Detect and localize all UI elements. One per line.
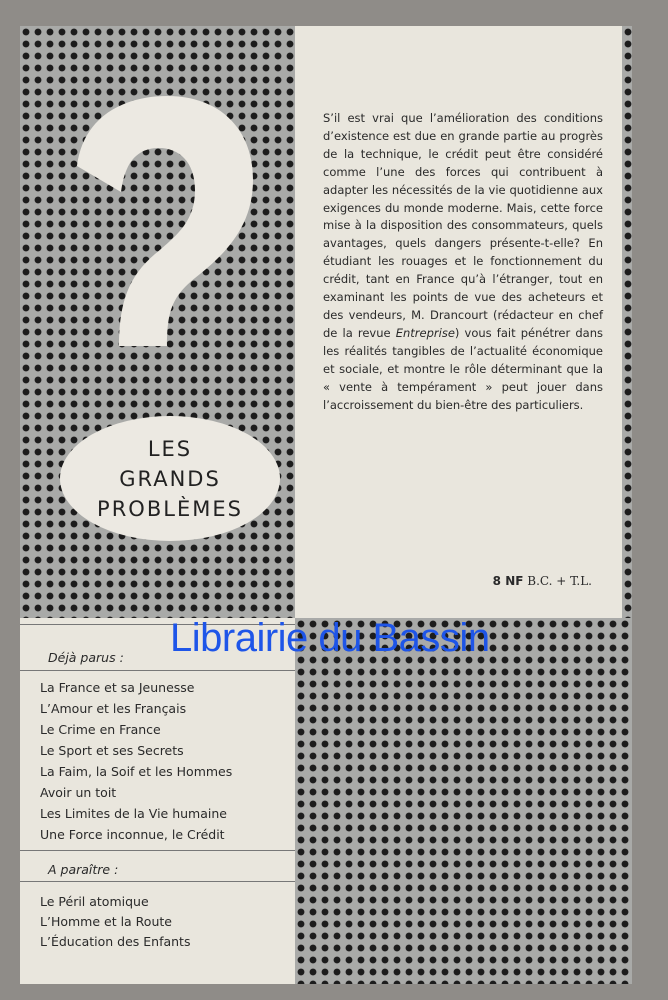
book-description: [323, 110, 603, 414]
divider: [20, 670, 295, 671]
list-item: Une Force inconnue, le Crédit: [40, 827, 225, 842]
list-item: Le Péril atomique: [40, 894, 149, 909]
list-item: Les Limites de la Vie humaine: [40, 806, 227, 821]
series-title-line-3: PROBLÈMES: [97, 496, 243, 521]
list-item: Le Crime en France: [40, 722, 161, 737]
series-list-panel: [20, 618, 295, 984]
series-title-line-1: LES: [147, 436, 193, 461]
list-item: Le Sport et ses Secrets: [40, 743, 184, 758]
book-back-cover: [20, 26, 632, 984]
seller-watermark: Librairie du Bassin: [170, 616, 490, 660]
upcoming-heading: A paraître :: [48, 862, 119, 877]
list-item: Avoir un toit: [40, 785, 117, 800]
list-item: La France et sa Jeunesse: [40, 680, 195, 695]
price-amount: 8 NF: [492, 574, 524, 588]
halftone-dot-pattern-lower: [295, 618, 632, 984]
list-item: La Faim, la Soif et les Hommes: [40, 764, 233, 779]
blurb-part-1: S’il est vrai que l’amélioration des conditions d’existence est due en grande partie au progrès de la technique, le crédit peut être considéré comme l’une des forces qui contribuent à adapter les nécessités de la vie quotidienne aux exigences du monde moderne. Mais, cette force mise à la disposition des consommateurs, quels avantages, quels dangers présente-t-elle? En étudiant les rouages et le fonctionnement du crédit, tant en France qu’à l’étranger, tout en examinant les points de vue des acheteurs et des vendeurs, M. Drancourt (rédacteur en chef de la revue: [323, 111, 603, 340]
list-item: L’Éducation des Enfants: [40, 934, 191, 949]
blurb-part-2: ) vous fait pénétrer dans les réalités tangibles de l’actualité économique et sociale, et montre le rôle déterminant que la « vente à tempérament » peut jouer dans l’accroissement du bien-être des particuliers.: [323, 325, 603, 412]
divider: [20, 881, 295, 882]
price-tax: B.C. + T.L.: [523, 574, 592, 588]
already-published-heading: Déjà parus :: [48, 650, 124, 665]
price-label: [493, 574, 592, 588]
blurb-panel: [298, 26, 622, 618]
divider: [20, 850, 295, 851]
journal-name: Entreprise: [395, 325, 455, 340]
halftone-dot-strip: [622, 26, 632, 618]
question-mark-logo: [55, 96, 265, 426]
series-title-oval: [60, 416, 280, 541]
list-item: L’Homme et la Route: [40, 914, 172, 929]
list-item: L’Amour et les Français: [40, 701, 187, 716]
series-title-line-2: GRANDS: [119, 466, 221, 491]
